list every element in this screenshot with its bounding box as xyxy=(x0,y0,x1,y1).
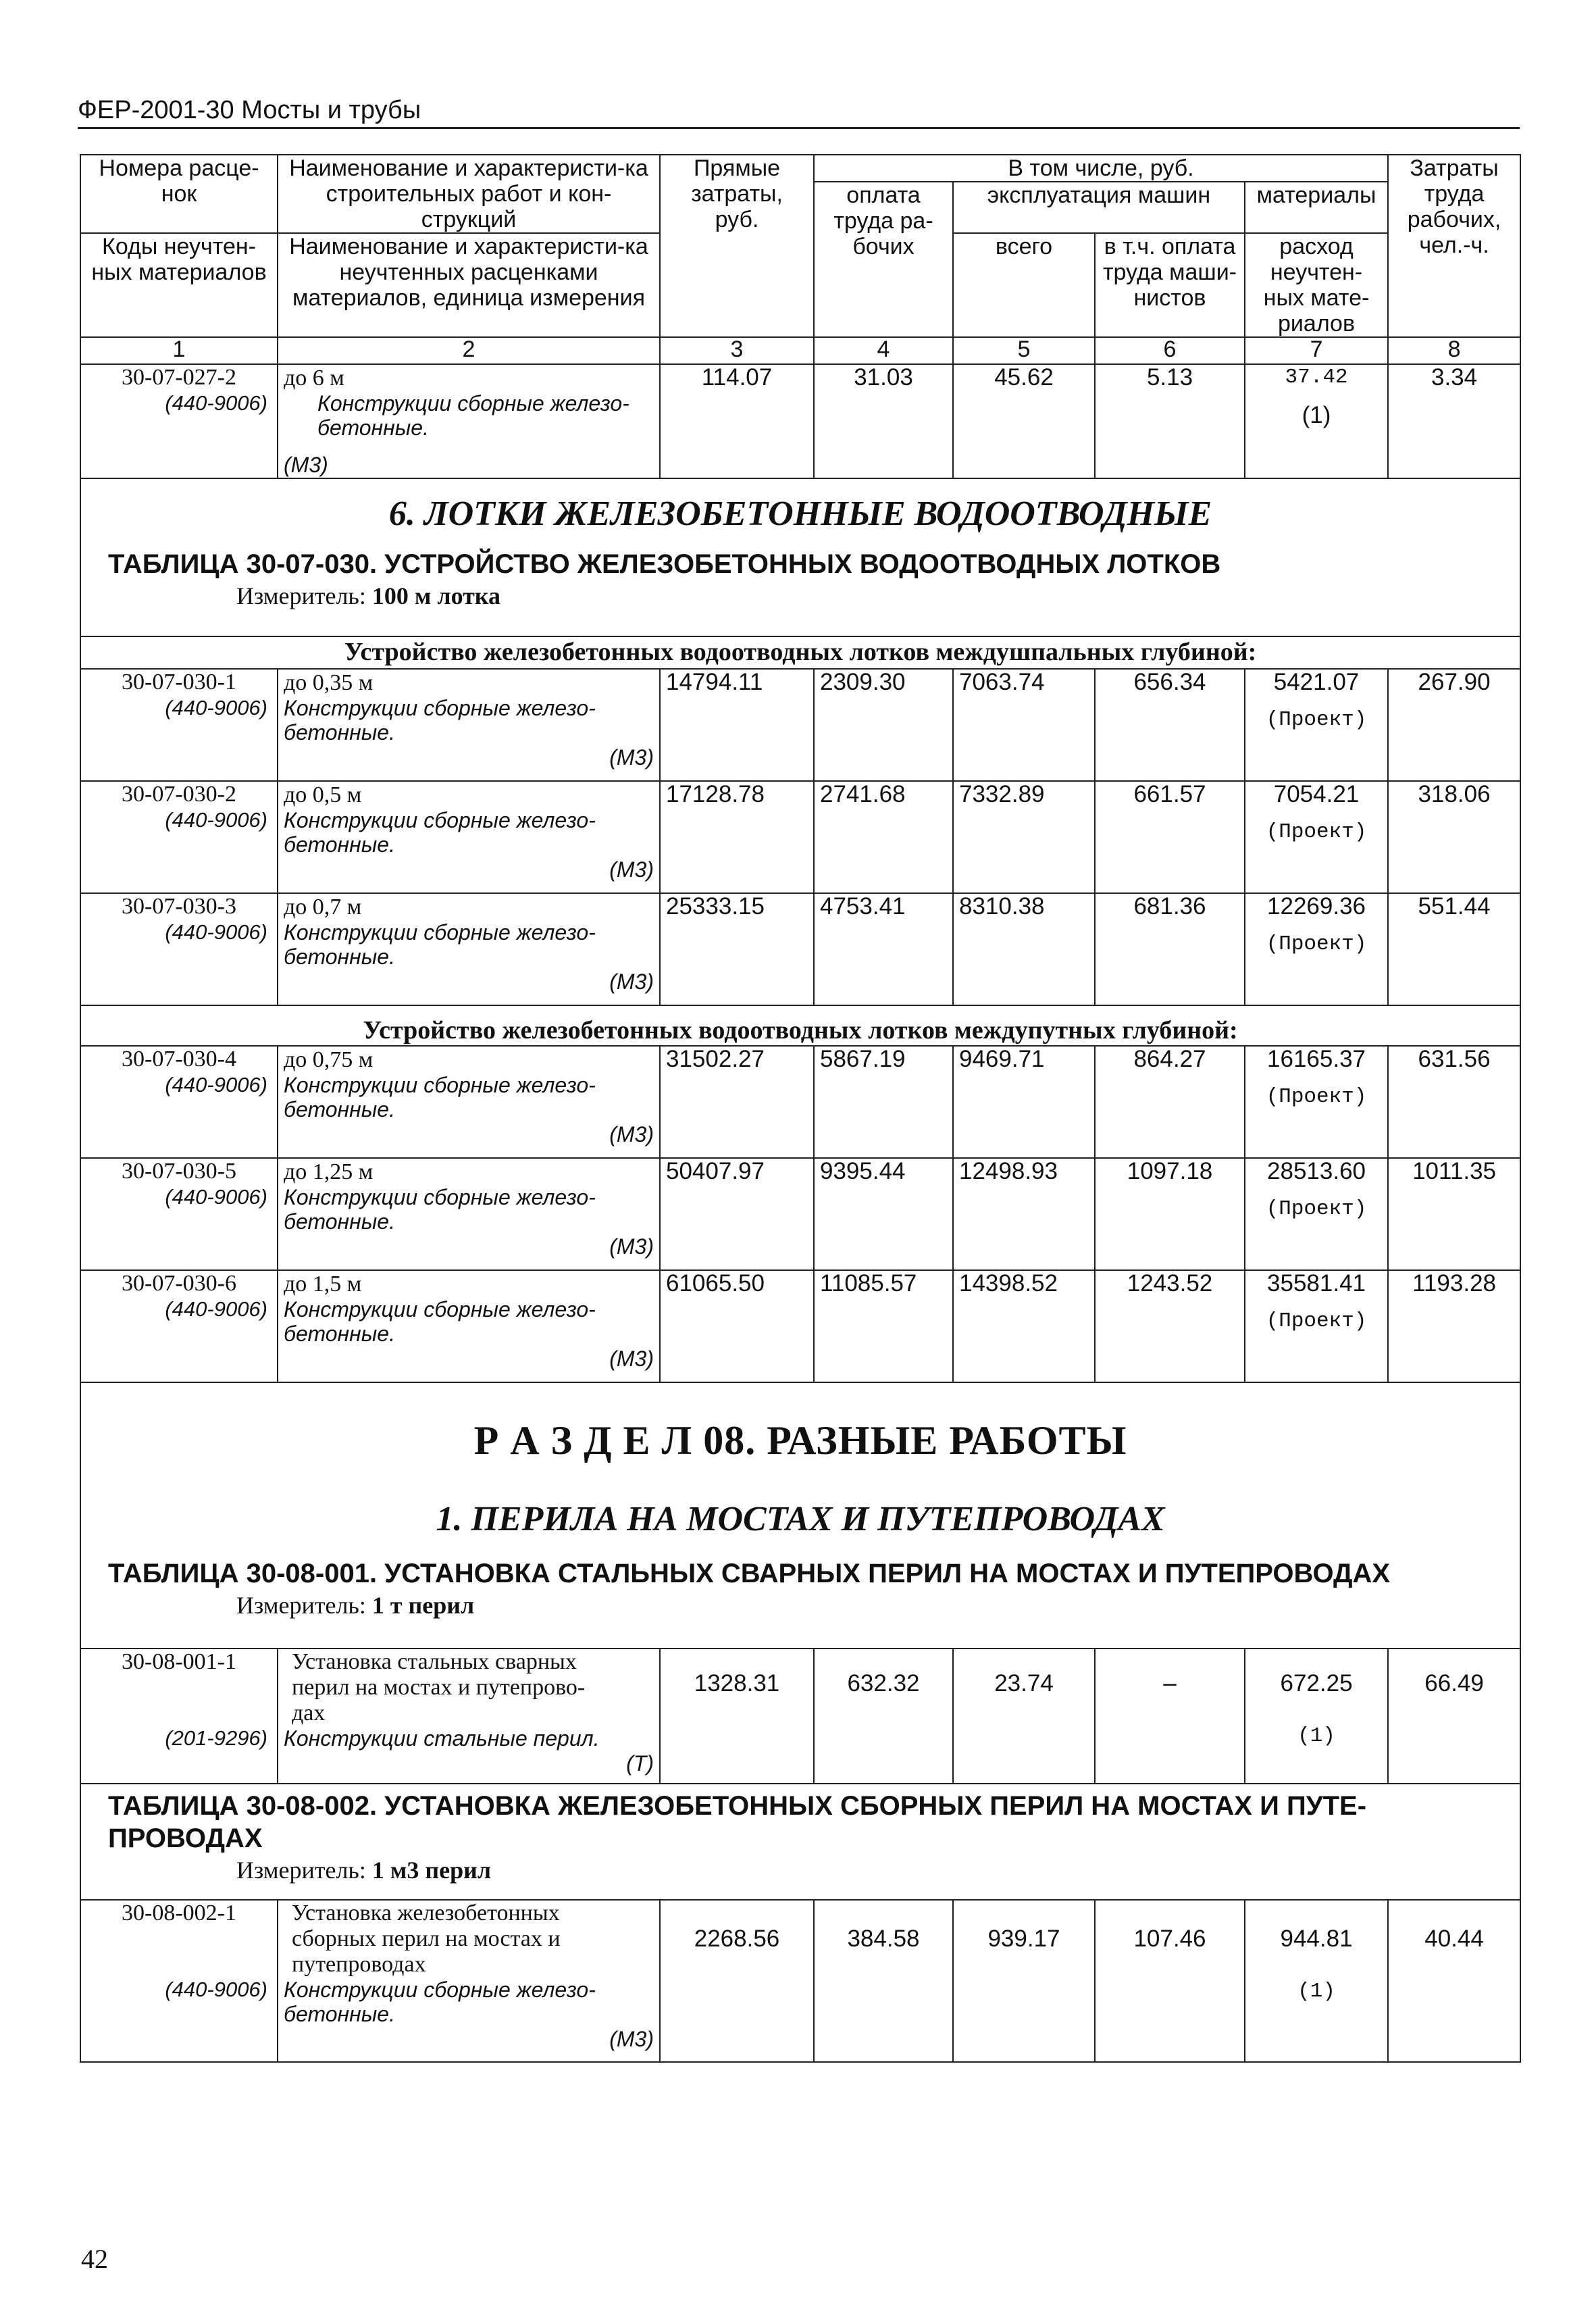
table-row xyxy=(80,1270,1520,1382)
worker-pay: 632.32 xyxy=(814,1649,953,1784)
group-2-header xyxy=(80,1005,1520,1046)
table-row xyxy=(80,1158,1520,1270)
unit: (Т) xyxy=(626,1751,654,1776)
page-number: 42 xyxy=(81,2244,108,2274)
material-code: (440-9006) xyxy=(165,696,267,720)
material-cost: 12269.36 xyxy=(1267,893,1366,920)
table-title: ТАБЛИЦА 30-08-002. УСТАНОВКА ЖЕЛЕЗОБЕТОННЫХ СБОРНЫХ ПЕРИЛ НА МОСТАХ И ПУТЕ-ПРОВОДАХ xyxy=(108,1791,1367,1853)
machines-total: 23.74 xyxy=(953,1649,1095,1784)
material-name: Конструкции стальные перил. xyxy=(284,1726,600,1751)
material-qty: (1) xyxy=(1302,402,1331,428)
work-name: до 1,5 м xyxy=(284,1272,362,1297)
work-name: до 0,75 м xyxy=(284,1047,374,1072)
table-row xyxy=(80,1900,1520,2062)
table-title: ТАБЛИЦА 30-07-030. УСТРОЙСТВО ЖЕЛЕЗОБЕТОННЫХ ВОДООТВОДНЫХ ЛОТКОВ xyxy=(108,549,1221,579)
worker-pay: 2309.30 xyxy=(814,669,953,781)
direct-cost: 17128.78 xyxy=(660,781,814,893)
labor-hours: 267.90 xyxy=(1388,669,1520,781)
header-rate-numbers: Номера расце-нок xyxy=(80,155,278,233)
header-material-codes: Коды неучтен-ных материалов xyxy=(80,233,278,337)
header-work-name: Наименование и характеристи-ка строительных работ и кон-струкций xyxy=(278,155,660,233)
direct-cost: 61065.50 xyxy=(660,1270,814,1382)
labor-hours: 3.34 xyxy=(1388,364,1520,478)
unit: (М3) xyxy=(609,857,654,882)
worker-pay: 384.58 xyxy=(814,1900,953,2062)
operator-pay: 1097.18 xyxy=(1095,1158,1245,1270)
meter xyxy=(236,1592,1520,1618)
razdel-title: Р А З Д Е Л 08. РАЗНЫЕ РАБОТЫ xyxy=(473,1418,1127,1463)
header-direct-costs: Прямые затраты, руб. xyxy=(660,155,814,337)
header-machines-total: всего xyxy=(953,233,1095,337)
worker-pay: 9395.44 xyxy=(814,1158,953,1270)
table-row xyxy=(80,669,1520,781)
col-num: 2 xyxy=(278,337,660,364)
operator-pay: 5.13 xyxy=(1095,364,1245,478)
header-labor-hours: Затраты труда рабочих, чел.-ч. xyxy=(1388,155,1520,337)
material-cost: 5421.07 xyxy=(1273,669,1360,695)
direct-cost: 25333.15 xyxy=(660,893,814,1005)
operator-pay: 864.27 xyxy=(1095,1046,1245,1158)
work-name: Установка железобетонных сборных перил на мостах и путепроводах xyxy=(292,1901,561,1977)
operator-pay: 661.57 xyxy=(1095,781,1245,893)
work-name: до 1,25 м xyxy=(284,1159,374,1184)
material-name: Конструкции сборные железо-бетонные. xyxy=(284,1185,596,1234)
labor-hours: 66.49 xyxy=(1388,1649,1520,1784)
section-title: 1. ПЕРИЛА НА МОСТАХ И ПУТЕПРОВОДАХ xyxy=(436,1500,1165,1538)
meter-value: 100 м лотка xyxy=(371,582,500,609)
rate-code: 30-08-002-1 xyxy=(122,1901,236,1926)
header-including: В том числе, руб. xyxy=(814,155,1388,182)
machines-total: 7332.89 xyxy=(953,781,1095,893)
work-name: до 0,7 м xyxy=(284,895,362,920)
unit: (М3) xyxy=(609,1234,654,1259)
header-materials: материалы xyxy=(1245,182,1388,233)
col-num: 5 xyxy=(953,337,1095,364)
rate-code: 30-08-001-1 xyxy=(122,1649,236,1674)
col-num: 8 xyxy=(1388,337,1520,364)
material-name: Конструкции сборные железо-бетонные. xyxy=(284,808,596,857)
unit: (М3) xyxy=(609,970,654,994)
worker-pay: 2741.68 xyxy=(814,781,953,893)
worker-pay: 31.03 xyxy=(814,364,953,478)
material-name: Конструкции сборные железо-бетонные. xyxy=(284,1297,596,1346)
material-name: Конструкции сборные железо-бетонные. xyxy=(284,1073,596,1122)
worker-pay: 4753.41 xyxy=(814,893,953,1005)
material-cost: 37.42 xyxy=(1285,366,1348,389)
col-num: 6 xyxy=(1095,337,1245,364)
material-qty: (Проект) xyxy=(1266,932,1367,956)
machines-total: 9469.71 xyxy=(953,1046,1095,1158)
direct-cost: 50407.97 xyxy=(660,1158,814,1270)
group-title: Устройство железобетонных водоотводных лотков междушпальных глубиной: xyxy=(344,638,1257,666)
material-code: (440-9006) xyxy=(165,1978,267,2001)
labor-hours: 551.44 xyxy=(1388,893,1520,1005)
material-code: (440-9006) xyxy=(165,391,267,415)
col-num: 7 xyxy=(1245,337,1388,364)
operator-pay: 1243.52 xyxy=(1095,1270,1245,1382)
section-title: 6. ЛОТКИ ЖЕЛЕЗОБЕТОННЫЕ ВОДООТВОДНЫЕ xyxy=(388,495,1212,533)
operator-pay: 107.46 xyxy=(1095,1900,1245,2062)
razdel-08-header xyxy=(80,1382,1520,1649)
unit: (М3) xyxy=(609,745,654,770)
rate-code: 30-07-027-2 xyxy=(122,365,236,390)
material-cost: 672.25 xyxy=(1280,1670,1353,1696)
labor-hours: 1011.35 xyxy=(1388,1158,1520,1270)
unit: (М3) xyxy=(609,1347,654,1371)
worker-pay: 5867.19 xyxy=(814,1046,953,1158)
table-title: ТАБЛИЦА 30-08-001. УСТАНОВКА СТАЛЬНЫХ СВАРНЫХ ПЕРИЛ НА МОСТАХ И ПУТЕПРОВОДАХ xyxy=(108,1559,1391,1588)
direct-cost: 31502.27 xyxy=(660,1046,814,1158)
machines-total: 14398.52 xyxy=(953,1270,1095,1382)
group-1-header xyxy=(80,636,1520,669)
unit: (М3) xyxy=(609,2027,654,2051)
work-name: до 0,35 м xyxy=(284,670,374,695)
labor-hours: 40.44 xyxy=(1388,1900,1520,2062)
header-material-usage: расход неучтен-ных мате-риалов xyxy=(1245,233,1388,337)
labor-hours: 318.06 xyxy=(1388,781,1520,893)
operator-pay: – xyxy=(1095,1649,1245,1784)
work-name: до 0,5 м xyxy=(284,782,362,807)
unit: (М3) xyxy=(609,1122,654,1147)
meter-label: Измеритель: xyxy=(236,1857,366,1884)
meter-label: Измеритель: xyxy=(236,1592,366,1619)
machines-total: 7063.74 xyxy=(953,669,1095,781)
table-row xyxy=(80,781,1520,893)
worker-pay: 11085.57 xyxy=(814,1270,953,1382)
col-num: 1 xyxy=(80,337,278,364)
machines-total: 45.62 xyxy=(953,364,1095,478)
material-code: (440-9006) xyxy=(165,808,267,832)
table-row xyxy=(80,893,1520,1005)
material-code: (440-9006) xyxy=(165,920,267,944)
header-worker-pay: оплата труда ра-бочих xyxy=(814,182,953,337)
meter-label: Измеритель: xyxy=(236,582,366,609)
operator-pay: 681.36 xyxy=(1095,893,1245,1005)
material-cost: 35581.41 xyxy=(1267,1270,1366,1297)
col-num: 4 xyxy=(814,337,953,364)
work-name: до 6 м xyxy=(284,366,344,391)
work-name: Установка стальных сварных перил на мостах и путепрово-дах xyxy=(292,1649,586,1726)
table-row xyxy=(80,1649,1520,1784)
rate-code: 30-07-030-2 xyxy=(122,782,236,807)
unit: (М3) xyxy=(284,453,328,477)
rate-code: 30-07-030-5 xyxy=(122,1159,236,1184)
material-qty: (Проект) xyxy=(1266,820,1367,844)
material-name: Конструкции сборные железо-бетонные. xyxy=(284,696,596,745)
running-head: ФЕР-2001-30 Мосты и трубы xyxy=(78,95,1520,129)
machines-total: 939.17 xyxy=(953,1900,1095,2062)
material-cost: 7054.21 xyxy=(1273,781,1360,807)
section-6-header xyxy=(80,478,1520,636)
material-cost: 16165.37 xyxy=(1267,1046,1366,1072)
material-name: Конструкции сборные железо-бетонные. xyxy=(317,391,629,440)
header-material-name: Наименование и характеристи-ка неучтенных расценками материалов, единица измерения xyxy=(278,233,660,337)
group-title: Устройство железобетонных водоотводных лотков междупутных глубиной: xyxy=(363,1016,1238,1045)
material-qty: (Проект) xyxy=(1266,1085,1367,1109)
direct-cost: 14794.11 xyxy=(660,669,814,781)
material-name: Конструкции сборные железо-бетонные. xyxy=(284,920,596,969)
material-cost: 28513.60 xyxy=(1267,1158,1366,1184)
meter-value: 1 т перил xyxy=(371,1592,475,1619)
labor-hours: 1193.28 xyxy=(1388,1270,1520,1382)
operator-pay: 656.34 xyxy=(1095,669,1245,781)
material-qty: (Проект) xyxy=(1266,708,1367,732)
rate-code: 30-07-030-1 xyxy=(122,670,236,695)
meter xyxy=(236,1857,1520,1883)
material-qty: (1) xyxy=(1297,1724,1335,1748)
rate-code: 30-07-030-3 xyxy=(122,894,236,919)
material-code: (440-9006) xyxy=(165,1073,267,1097)
rate-code: 30-07-030-6 xyxy=(122,1271,236,1296)
material-code: (201-9296) xyxy=(165,1726,267,1750)
material-qty: (Проект) xyxy=(1266,1309,1367,1333)
header-machines: эксплуатация машин xyxy=(953,182,1245,233)
direct-cost: 2268.56 xyxy=(660,1900,814,2062)
header-row-1 xyxy=(80,155,1520,182)
rates-table xyxy=(80,154,1521,2063)
column-numbers-row xyxy=(80,337,1520,364)
direct-cost: 1328.31 xyxy=(660,1649,814,1784)
machines-total: 12498.93 xyxy=(953,1158,1095,1270)
table-row xyxy=(80,1046,1520,1158)
material-qty: (1) xyxy=(1297,1980,1335,2003)
material-code: (440-9006) xyxy=(165,1297,267,1321)
col-num: 3 xyxy=(660,337,814,364)
table-row xyxy=(80,364,1520,478)
material-code: (440-9006) xyxy=(165,1185,267,1209)
rate-code: 30-07-030-4 xyxy=(122,1047,236,1072)
meter-value: 1 м3 перил xyxy=(371,1857,492,1884)
labor-hours: 631.56 xyxy=(1388,1046,1520,1158)
machines-total: 8310.38 xyxy=(953,893,1095,1005)
table-30-08-002-header xyxy=(80,1784,1520,1900)
meter xyxy=(236,583,1520,609)
direct-cost: 114.07 xyxy=(660,364,814,478)
material-cost: 944.81 xyxy=(1280,1926,1353,1952)
material-name: Конструкции сборные железо-бетонные. xyxy=(284,1978,596,2026)
header-operator-pay: в т.ч. оплата труда маши-нистов xyxy=(1095,233,1245,337)
material-qty: (Проект) xyxy=(1266,1197,1367,1221)
